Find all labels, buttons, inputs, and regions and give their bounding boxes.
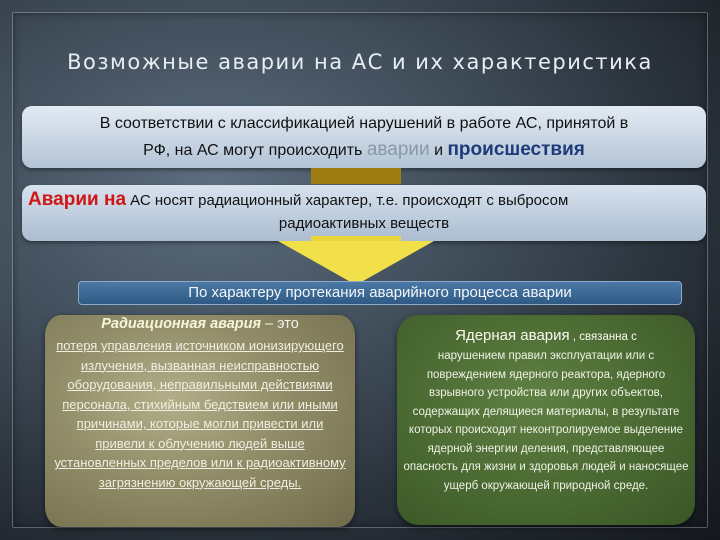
conjunction-text: и — [429, 142, 448, 159]
radiation-accident-definition: потеря управления источником ионизирующего излучения, вызванная неисправностью оборудования, неправильными действиями персонала, стихийным бедствием или иными причинами, которые могли привести или привели к облучению людей выше установленных пределов или к радиоактивному загрязнению окружающей среды. — [54, 338, 346, 490]
incidents-highlight: происшествия — [447, 139, 585, 160]
radiation-character-line1 — [28, 189, 700, 211]
nuclear-accident-heading — [397, 327, 695, 344]
classification-line2 — [22, 137, 706, 164]
radiation-accident-dash: – это — [261, 316, 299, 332]
radiation-accident-heading — [45, 316, 355, 332]
connector-bar — [311, 168, 401, 184]
classification-box — [22, 106, 706, 168]
nuclear-accident-panel — [397, 315, 695, 525]
classification-line2-text: РФ, на АС могут происходить — [143, 142, 367, 159]
nuclear-accident-definition: нарушением правил эксплуатации или с повреждением ядерного реактора, ядерного взрывного устройства или других объектов, содержащих делящиеся материалы, в результате которых происходит неконтролируемое выделение ядерной энергии деления, представляющее опасность для жизни и здоровья людей и наносящее ущерб окружающей природной среде. — [403, 350, 689, 492]
slide-title: Возможные аварии на АС и их характеристика — [67, 50, 653, 74]
nuclear-accident-connector: , связанна с — [569, 331, 637, 343]
radiation-accident-term: Радиационная авария — [101, 316, 262, 332]
process-character-band: По характеру протекания аварийного процесса аварии — [78, 281, 682, 305]
down-arrow-icon — [278, 241, 434, 285]
radiation-character-text: АС носят радиационный характер, т.е. происходят с выбросом — [126, 192, 569, 209]
radiation-character-line2: радиоактивных веществ — [278, 215, 450, 232]
nuclear-accident-term: Ядерная авария — [455, 327, 570, 344]
classification-line1: В соответствии с классификацией нарушений в работе АС, принятой в — [99, 115, 629, 132]
radiation-accident-panel — [45, 315, 355, 527]
accidents-highlight: аварии — [366, 139, 430, 160]
radiation-character-box — [22, 185, 706, 241]
accidents-at-highlight: Аварии на — [28, 189, 127, 210]
